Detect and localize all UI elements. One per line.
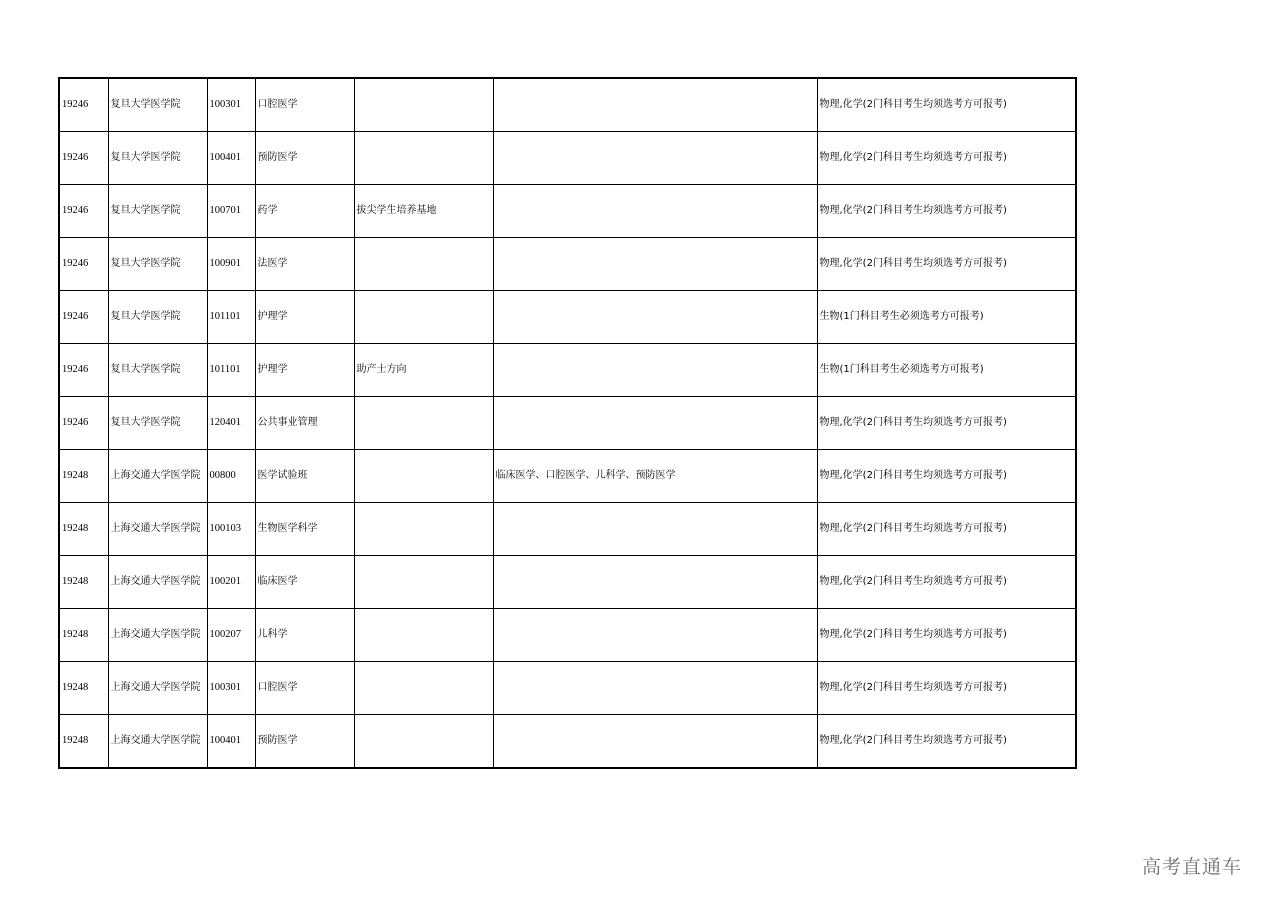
school-name-cell: 复旦大学医学院 xyxy=(108,78,207,132)
major-includes-cell xyxy=(493,397,817,450)
major-note-cell xyxy=(354,715,493,769)
school-code-cell: 19248 xyxy=(59,450,108,503)
subject-requirement-cell: 生物(1门科目考生必须选考方可报考) xyxy=(817,344,1076,397)
major-code-cell: 100301 xyxy=(207,78,255,132)
school-name-cell: 上海交通大学医学院 xyxy=(108,609,207,662)
school-name-cell: 复旦大学医学院 xyxy=(108,238,207,291)
school-code-cell: 19246 xyxy=(59,78,108,132)
subject-requirement-cell: 物理,化学(2门科目考生均须选考方可报考) xyxy=(817,715,1076,769)
school-name-cell: 上海交通大学医学院 xyxy=(108,450,207,503)
table-row xyxy=(59,503,1076,556)
major-includes-cell xyxy=(493,132,817,185)
table-row xyxy=(59,609,1076,662)
major-includes-cell xyxy=(493,662,817,715)
major-includes-cell xyxy=(493,556,817,609)
major-note-cell xyxy=(354,132,493,185)
major-note-cell xyxy=(354,397,493,450)
major-name-cell: 公共事业管理 xyxy=(255,397,354,450)
major-includes-cell xyxy=(493,78,817,132)
major-note-cell: 拔尖学生培养基地 xyxy=(354,185,493,238)
school-code-cell: 19246 xyxy=(59,238,108,291)
major-name-cell: 儿科学 xyxy=(255,609,354,662)
major-includes-cell xyxy=(493,715,817,769)
watermark-logo: 高考直通车 xyxy=(1142,856,1243,878)
major-name-cell: 预防医学 xyxy=(255,132,354,185)
major-name-cell: 药学 xyxy=(255,185,354,238)
table-row xyxy=(59,291,1076,344)
major-code-cell: 100301 xyxy=(207,662,255,715)
major-code-cell: 00800 xyxy=(207,450,255,503)
major-code-cell: 101101 xyxy=(207,291,255,344)
school-name-cell: 复旦大学医学院 xyxy=(108,291,207,344)
school-name-cell: 上海交通大学医学院 xyxy=(108,556,207,609)
school-code-cell: 19248 xyxy=(59,662,108,715)
table-row xyxy=(59,450,1076,503)
school-code-cell: 19246 xyxy=(59,132,108,185)
major-includes-cell xyxy=(493,609,817,662)
major-note-cell xyxy=(354,78,493,132)
major-includes-cell: 临床医学、口腔医学、儿科学、预防医学 xyxy=(493,450,817,503)
major-code-cell: 100401 xyxy=(207,715,255,769)
major-code-cell: 100201 xyxy=(207,556,255,609)
subject-requirement-cell: 物理,化学(2门科目考生均须选考方可报考) xyxy=(817,609,1076,662)
major-name-cell: 口腔医学 xyxy=(255,662,354,715)
school-name-cell: 复旦大学医学院 xyxy=(108,344,207,397)
subject-requirement-cell: 物理,化学(2门科目考生均须选考方可报考) xyxy=(817,238,1076,291)
subject-requirement-cell: 物理,化学(2门科目考生均须选考方可报考) xyxy=(817,556,1076,609)
school-code-cell: 19248 xyxy=(59,609,108,662)
major-note-cell xyxy=(354,503,493,556)
school-name-cell: 复旦大学医学院 xyxy=(108,397,207,450)
subject-requirement-cell: 物理,化学(2门科目考生均须选考方可报考) xyxy=(817,78,1076,132)
table-row xyxy=(59,715,1076,769)
major-name-cell: 口腔医学 xyxy=(255,78,354,132)
table-row xyxy=(59,185,1076,238)
major-code-cell: 120401 xyxy=(207,397,255,450)
school-code-cell: 19248 xyxy=(59,556,108,609)
major-includes-cell xyxy=(493,344,817,397)
major-note-cell xyxy=(354,556,493,609)
subject-requirement-cell: 物理,化学(2门科目考生均须选考方可报考) xyxy=(817,662,1076,715)
major-name-cell: 预防医学 xyxy=(255,715,354,769)
major-name-cell: 临床医学 xyxy=(255,556,354,609)
table-row xyxy=(59,132,1076,185)
major-code-cell: 100901 xyxy=(207,238,255,291)
school-code-cell: 19248 xyxy=(59,503,108,556)
subject-requirement-cell: 物理,化学(2门科目考生均须选考方可报考) xyxy=(817,132,1076,185)
major-code-cell: 100701 xyxy=(207,185,255,238)
major-code-cell: 100401 xyxy=(207,132,255,185)
major-name-cell: 护理学 xyxy=(255,344,354,397)
major-note-cell xyxy=(354,609,493,662)
major-includes-cell xyxy=(493,503,817,556)
school-code-cell: 19246 xyxy=(59,344,108,397)
subject-requirement-cell: 物理,化学(2门科目考生均须选考方可报考) xyxy=(817,397,1076,450)
major-code-cell: 101101 xyxy=(207,344,255,397)
school-name-cell: 复旦大学医学院 xyxy=(108,185,207,238)
major-code-cell: 100103 xyxy=(207,503,255,556)
admission-table xyxy=(58,77,1077,769)
subject-requirement-cell: 物理,化学(2门科目考生均须选考方可报考) xyxy=(817,185,1076,238)
school-name-cell: 上海交通大学医学院 xyxy=(108,662,207,715)
major-name-cell: 医学试验班 xyxy=(255,450,354,503)
major-name-cell: 法医学 xyxy=(255,238,354,291)
table-row xyxy=(59,397,1076,450)
subject-requirement-cell: 物理,化学(2门科目考生均须选考方可报考) xyxy=(817,503,1076,556)
table-row xyxy=(59,662,1076,715)
major-includes-cell xyxy=(493,291,817,344)
major-note-cell xyxy=(354,238,493,291)
major-name-cell: 护理学 xyxy=(255,291,354,344)
school-code-cell: 19248 xyxy=(59,715,108,769)
major-note-cell xyxy=(354,450,493,503)
table-row xyxy=(59,238,1076,291)
school-code-cell: 19246 xyxy=(59,397,108,450)
major-code-cell: 100207 xyxy=(207,609,255,662)
table-row xyxy=(59,344,1076,397)
school-name-cell: 复旦大学医学院 xyxy=(108,132,207,185)
school-name-cell: 上海交通大学医学院 xyxy=(108,503,207,556)
table-row xyxy=(59,556,1076,609)
subject-requirement-cell: 物理,化学(2门科目考生均须选考方可报考) xyxy=(817,450,1076,503)
major-note-cell: 助产士方向 xyxy=(354,344,493,397)
subject-requirement-cell: 生物(1门科目考生必须选考方可报考) xyxy=(817,291,1076,344)
major-note-cell xyxy=(354,662,493,715)
major-includes-cell xyxy=(493,185,817,238)
school-code-cell: 19246 xyxy=(59,291,108,344)
school-code-cell: 19246 xyxy=(59,185,108,238)
major-note-cell xyxy=(354,291,493,344)
table-body xyxy=(59,78,1076,768)
table-row xyxy=(59,78,1076,132)
major-name-cell: 生物医学科学 xyxy=(255,503,354,556)
major-includes-cell xyxy=(493,238,817,291)
school-name-cell: 上海交通大学医学院 xyxy=(108,715,207,769)
